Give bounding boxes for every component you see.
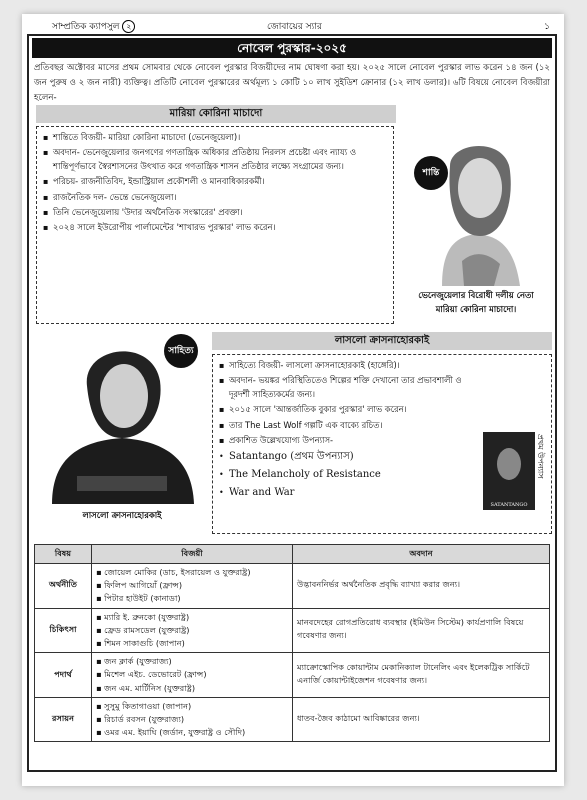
- page-number: ১: [544, 22, 550, 32]
- winners-cell: [92, 697, 293, 742]
- contribution-cell: ধাতব-জৈব কাঠামো আবিষ্কারের জন্য।: [293, 697, 550, 742]
- list-item: ▪ অবদান- ভয়ঙ্কর পরিস্থিতিতেও শিল্পের শক্তি দেখানো তার প্রভাবশালী ও দূরদর্শী সাহিত্যকর্মের জন্য।: [219, 374, 475, 401]
- page-title: নোবেল পুরস্কার-২০২৫: [32, 38, 552, 58]
- peace-heading: মারিয়া কোরিনা মাচাদো: [36, 105, 396, 123]
- caption-line: ভেনেজুয়েলার বিরোধী দলীয় নেতা: [418, 290, 534, 300]
- winner: ▪ জন ক্লার্ক (যুক্তরাজ্য): [96, 655, 288, 668]
- list-item: ▪ তার The Last Wolf গল্পটি এক বাক্যে রচিত।: [219, 419, 475, 432]
- winners-table: [34, 544, 550, 742]
- novel-item: • War and War: [219, 485, 545, 501]
- table-header-row: [35, 545, 550, 564]
- subject-cell: পদার্থ: [35, 653, 92, 698]
- machado-photo: [402, 126, 552, 286]
- winners-cell: [92, 653, 293, 698]
- list-item: ▪ রাজনৈতিক দল- ভেন্তে ভেনেজুয়েলা।: [43, 191, 387, 204]
- book-side-label: প্রথম উপন্যাস: [536, 434, 545, 479]
- literature-list: [219, 359, 475, 447]
- literature-heading: লাসলো ক্রাসনাহোরকাই: [212, 332, 552, 350]
- table-row: [35, 608, 550, 653]
- winner: ▪ পিটার হাউইট (কানাডা): [96, 592, 288, 605]
- caption-line: মারিয়া কোরিনা মাচাদো।: [435, 304, 517, 314]
- winner: ▪ শিমন সাকাগুচি (জাপান): [96, 637, 288, 650]
- list-item: ▪ অবদান- ভেনেজুয়েলার জনগণের গণতান্ত্রিক অধিকার প্রতিষ্ঠায় নিরলস প্রচেষ্টা এবং ন্যায্য ও শান্তিপূর্ণভাবে স্বৈরশাসনের উৎখাত করে গণতান্ত্রিক শাসন প্রতিষ্ঠার লক্ষ্যে সংগ্রামের জন্য।: [43, 146, 387, 173]
- subject-cell: রসায়ন: [35, 697, 92, 742]
- table-row: [35, 564, 550, 609]
- winner: ▪ জোয়েল মোকির (ডাচ, ইসরায়েল ও যুক্তরাষ্ট্র): [96, 566, 288, 579]
- winner: ▪ জন এম. মার্টিনিস (যুক্তরাষ্ট্র): [96, 682, 288, 695]
- list-item: ▪ ২০১৫ সালে 'আন্তর্জাতিক বুকার পুরস্কার' লাভ করেন।: [219, 403, 475, 416]
- literature-badge: সাহিত্য: [164, 334, 198, 368]
- list-item: ▪ ২০২৪ সালে ইউরোপীয় পার্লামেন্টের 'শাখারভ পুরস্কার' লাভ করেন।: [43, 221, 387, 234]
- header-contribution: অবদান: [293, 545, 550, 564]
- peace-list: [43, 131, 387, 235]
- winner: ▪ রিচার্ড রবসন (যুক্তরাজ্য): [96, 713, 288, 726]
- list-item: ▪ তিনি ভেনেজুয়েলায় 'উদার অর্থনৈতিক সংস্কারের' প্রবক্তা।: [43, 206, 387, 219]
- book-title: SATANTANGO: [490, 502, 528, 508]
- subject-cell: অর্থনীতি: [35, 564, 92, 609]
- header-author: জোবায়ের স্যার: [267, 22, 322, 32]
- winners-cell: [92, 564, 293, 609]
- list-item: ▪ শান্তিতে বিজয়ী- মারিয়া কোরিনা মাচাদো (ভেনেজুয়েলা)।: [43, 131, 387, 144]
- machado-caption: [396, 288, 556, 316]
- page-header: [22, 14, 564, 34]
- winner: ▪ ফিলিপ আগিয়োঁ (ফ্রান্স): [96, 579, 288, 592]
- table-row: [35, 653, 550, 698]
- winner: ▪ মিশেল এইচ. ডেভোরেট (ফ্রান্স): [96, 668, 288, 681]
- winner: ▪ ওমর এম. ইয়াঘি (জর্ডান, যুক্তরাষ্ট্র ও সৌদি): [96, 726, 288, 739]
- header-winner: বিজয়ী: [92, 545, 293, 564]
- contribution-cell: মানবদেহের রোগপ্রতিরোধ ব্যবস্থার (ইমিউন সিস্টেম) কার্যপ্রণালি বিষয়ে গবেষণার জন্য।: [293, 608, 550, 653]
- header-left: সাম্প্রতিক ক্যাপসুল ২: [52, 19, 135, 34]
- winner: ▪ ফ্রেড রামসডেল (যুক্তরাষ্ট্র): [96, 624, 288, 637]
- peace-badge: শান্তি: [414, 156, 448, 190]
- list-item: ▪ পরিচয়- রাজনীতিবিদ, ইন্ডাস্ট্রিয়াল প্রকৌশলী ও মানবাধিকারকর্মী।: [43, 175, 387, 188]
- header-number: ২: [122, 20, 135, 33]
- intro-paragraph: প্রতিবছর অক্টোবর মাসের প্রথম সোমবার থেকে নোবেল পুরস্কার বিজয়ীদের নাম ঘোষণা করা হয়। ২০২৫ সালে নোবেল পুরস্কার লাভ করেন ১৪ জন (১২ জন পুরুষ ও ২ জন নারী) ব্যক্তিত্ব। প্রতিটি নোবেল পুরস্কারের অর্থমূল্য ১ কোটি ১০ লাখ সুইডিশ ক্রোনার (১২ লাখ ডলার)। ৬টি বিষয়ে নোবেল বিজয়ীরা হলেন-: [34, 63, 551, 103]
- list-item: ▪ প্রকাশিত উল্লেখযোগ্য উপন্যাস-: [219, 434, 475, 447]
- contribution-cell: ম্যাক্রোস্কোপিক কোয়ান্টাম মেকানিক্যাল টানেলিং এবং ইলেকট্রিক সার্কিটে এনার্জি কোয়ান্টাইজেশন গবেষণার জন্য।: [293, 653, 550, 698]
- winner: ▪ সুসুমু কিতাগাওয়া (জাপান): [96, 700, 288, 713]
- page-sheet: [22, 14, 564, 786]
- list-item: ▪ সাহিত্যে বিজয়ী- লাসলো ক্রাসনাহোরকাই (হাঙ্গেরি)।: [219, 359, 475, 372]
- winner: ▪ ম্যারি ই. ব্রুনকো (যুক্তরাষ্ট্র): [96, 611, 288, 624]
- satantango-cover: [483, 432, 535, 510]
- header-subject: বিষয়: [35, 545, 92, 564]
- peace-box: [36, 126, 394, 324]
- winners-cell: [92, 608, 293, 653]
- contribution-cell: উদ্ভাবননির্ভর অর্থনৈতিক প্রবৃদ্ধি ব্যাখ্যা করার জন্য।: [293, 564, 550, 609]
- krasznahorkai-caption: লাসলো ক্রাসনাহোরকাই: [82, 510, 162, 520]
- subject-cell: চিকিৎসা: [35, 608, 92, 653]
- novel-item: • The Melancholy of Resistance: [219, 467, 545, 483]
- table-row: [35, 697, 550, 742]
- novel-item: • Satantango (প্রথম উপন্যাস): [219, 449, 545, 465]
